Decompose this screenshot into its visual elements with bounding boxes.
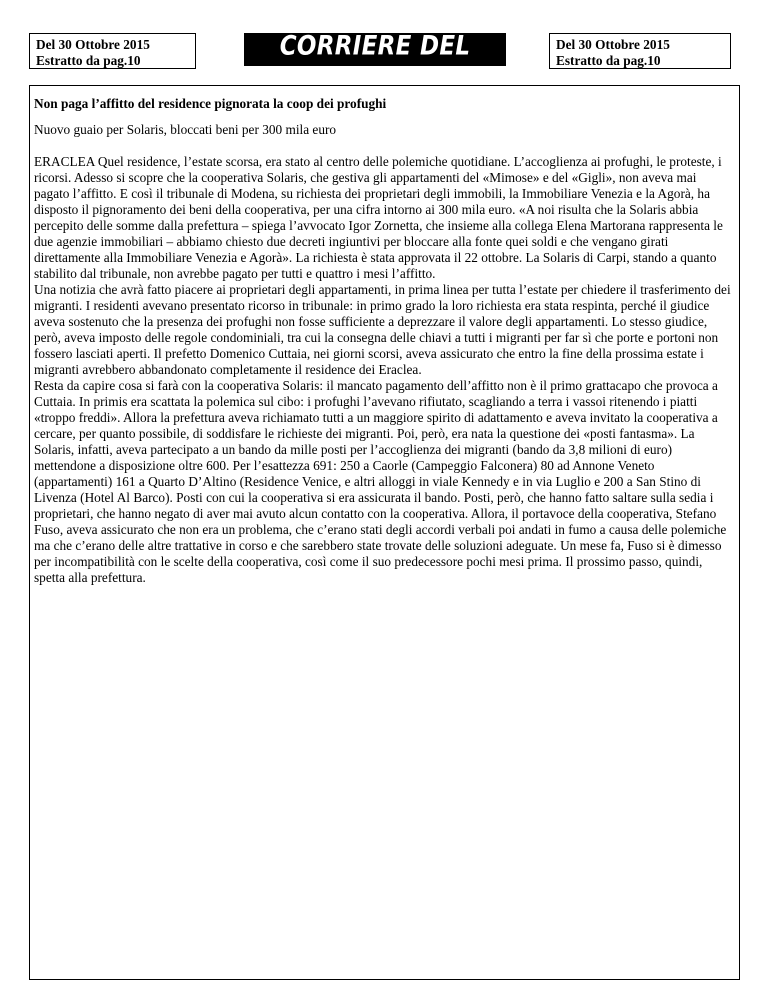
header-page-right: Estratto da pag.10 xyxy=(556,53,661,68)
article-paragraph: Resta da capire cosa si farà con la cooperativa Solaris: il mancato pagamento dell’affitto non è il primo grattacapo che provoca a Cuttaia. In primis era scattata la polemica sul cibo: i profughi l’avevano rifiutato, scagliando a terra i vassoi ritenendo i piatti «troppo freddi». Allora la prefettura aveva richiamato tutti a un maggiore spirito di adattamento e aveva invitato la cooperativa a cercare, per quanto possibile, di soddisfare le richieste dei migranti. Poi, però, era nata la questione dei «posti fantasma». La Solaris, infatti, aveva partecipato a un bando da mille posti per l’accoglienza dei migranti (bando da 3,8 milioni di euro) mettendone a disposizione oltre 600. Per l’esattezza 691: 250 a Caorle (Campeggio Falconera) 80 ad Annone Veneto (appartamenti) 161 a Quarto D’Altino (Residence Venice, e altri alloggi in viale Kennedy e in via Luglio e 200 a San Stino di Livenza (Hotel Al Barco). Posti con cui la cooperativa si era assicurata il bando. Posti, però, che hanno fatto saltare sulla sedia i proprietari, che hanno negato di aver mai avuto alcun contatto con la cooperativa. Allora, il portavoce della cooperativa, Stefano Fuso, aveva assicurato che non era un problema, che c’erano stati degli accordi verbali poi andati in fumo a causa delle polemiche ma che c’erano delle altre trattative in corso e che sarebbero state trovate delle soluzioni adeguate. Un mese fa, Fuso si è dimesso per incompatibilità con le scelte della cooperativa, così come il suo predecessore pochi mesi prima. Il prossimo passo, quindi, spetta alla prefettura. xyxy=(34,378,727,585)
article-paragraph: ERACLEA Quel residence, l’estate scorsa, era stato al centro delle polemiche quotidiane. L’accoglienza ai profughi, le proteste, i ricorsi. Adesso si scopre che la cooperativa Solaris, che gestiva gli appartamenti del «Mimose» e del «Gigli», non aveva mai pagato l’affitto. E così il tribunale di Modena, su richiesta dei proprietari degli immobili, la Immobiliare Venezia e la Agorà, ha disposto il pignoramento dei beni della cooperativa, per una cifra intorno ai 300 mila euro. «A noi risulta che la Solaris abbia percepito delle somme dalla prefettura – spiega l’avvocato Igor Zornetta, che insieme alla collega Elena Martorana rappresenta le due agenzie immobiliari – abbiamo chiesto due decreti ingiuntivi per bloccare alla fonte quei soldi e che vengano girati direttamente alla Immobiliare Venezia e Agorà». La richiesta è stata approvata il 22 ottobre. La Solaris di Carpi, stando a quanto stabilito dal tribunale, non avrebbe pagato per tutti e quattro i mesi l’affitto. xyxy=(34,154,723,281)
logo-text: CORRIERE DEL VENETO xyxy=(279,31,471,100)
newspaper-logo xyxy=(244,31,506,100)
article-title: Non paga l’affitto del residence pignorata la coop dei profughi xyxy=(34,96,387,111)
article-paragraph: Una notizia che avrà fatto piacere ai proprietari degli appartamenti, in prima linea per tutta l’estate per chiedere il trasferimento dei migranti. I residenti avevano presentato ricorso in tribunale: in primo grado la loro richiesta era stata respinta, perché il giudice aveva sostenuto che la presenza dei profughi non fosse sufficiente a deprezzare il valore degli appartamenti. Lo stesso giudice, però, aveva imposto delle regole condominiali, tra cui la consegna delle chiavi a tutti i migranti per far sì che porte e portoni non fossero lasciati aperti. Il prefetto Domenico Cuttaia, nei giorni scorsi, aveva assicurato che entro la fine della prossima estate i migranti avrebbero abbandonato completamente il residence dei Eraclea. xyxy=(34,282,731,377)
article-subtitle: Nuovo guaio per Solaris, bloccati beni per 300 mila euro xyxy=(34,122,337,137)
header-date-left: Del 30 Ottobre 2015 xyxy=(36,37,150,52)
header-page-left: Estratto da pag.10 xyxy=(36,53,141,68)
header-date-box-right xyxy=(549,33,731,69)
article-body xyxy=(34,96,734,586)
header-date-right: Del 30 Ottobre 2015 xyxy=(556,37,670,52)
header-date-box-left xyxy=(29,33,196,69)
